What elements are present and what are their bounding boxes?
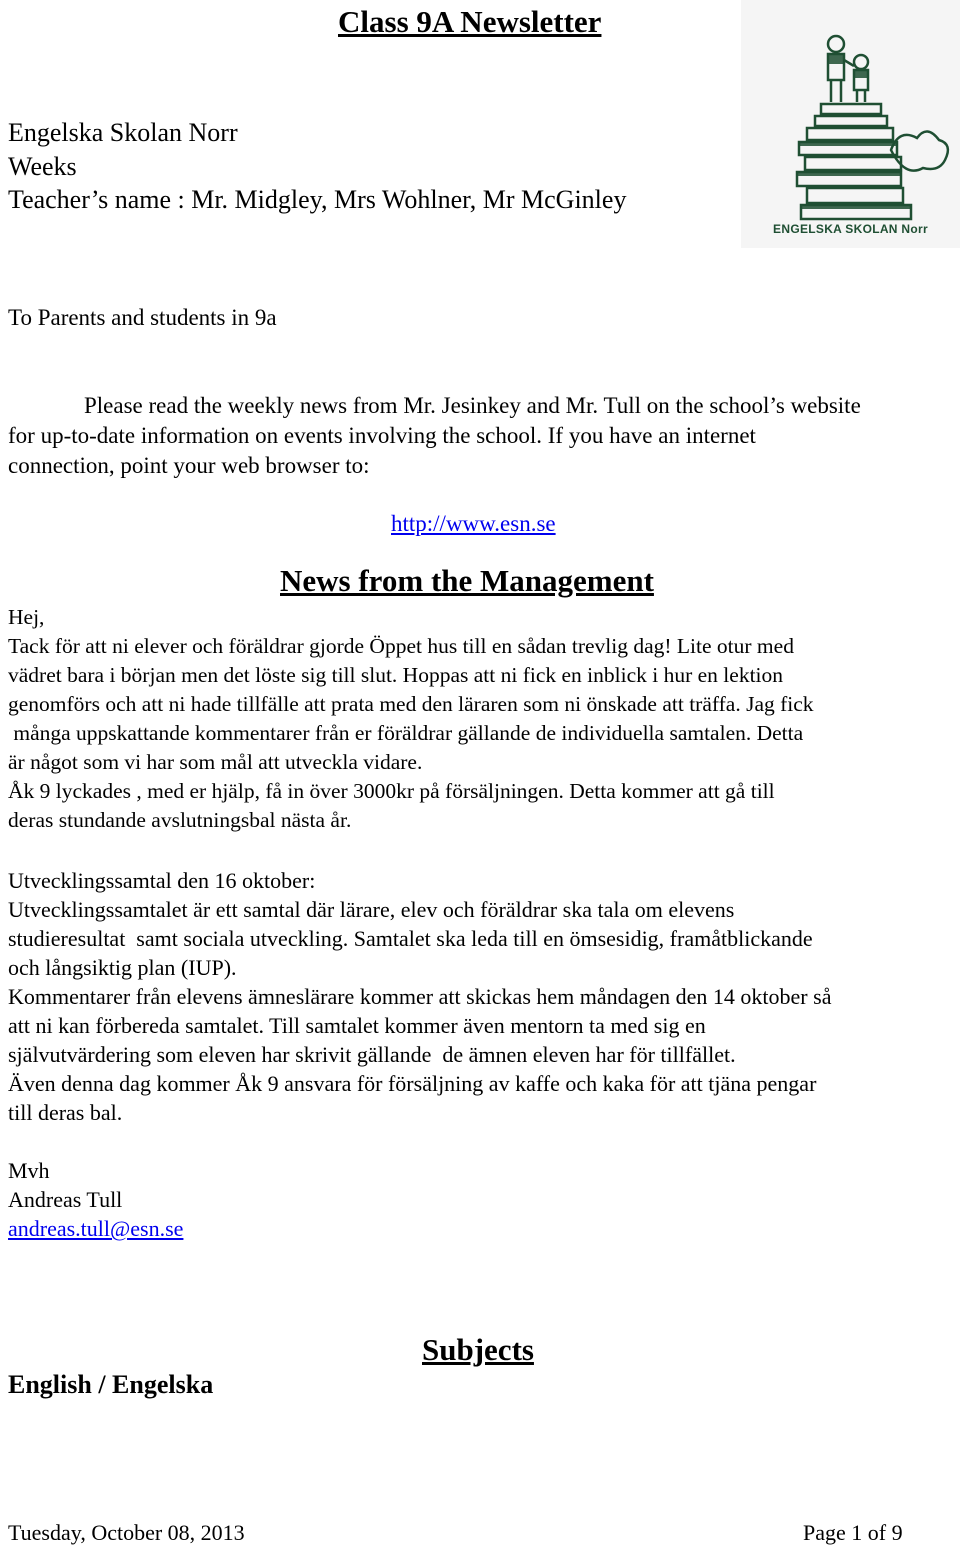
school-website-link[interactable]: http://www.esn.se [391, 511, 556, 536]
email-link[interactable]: andreas.tull@esn.se [8, 1216, 184, 1241]
logo-text: ENGELSKA SKOLAN Norr [773, 222, 928, 236]
intro-line-1: Please read the weekly news from Mr. Jesinkey and Mr. Tull on the school’s website [84, 393, 861, 418]
management-line: deras stundande avslutningsbal nästa år. [8, 808, 352, 832]
school-logo [741, 0, 960, 248]
management-line: Hej, [8, 605, 45, 629]
management-line: många uppskattande kommentarer från er föräldrar gällande de individuella samtalen. Detta [8, 721, 804, 745]
utveckling-line: självutvärdering som eleven har skrivit gällande de ämnen eleven har för tillfället. [8, 1042, 736, 1067]
utveckling-line: Utvecklingssamtalet är ett samtal där lärare, elev och föräldrar ska tala om elevens [8, 897, 735, 922]
utveckling-line: att ni kan förbereda samtalet. Till samtalet kommer även mentorn ta med sig en [8, 1013, 706, 1038]
weeks-label: Weeks [8, 152, 77, 181]
signoff-name: Andreas Tull [8, 1187, 123, 1212]
signoff-greeting: Mvh [8, 1158, 50, 1183]
page-number: Page 1 of 9 [803, 1520, 903, 1545]
utveckling-line: och långsiktig plan (IUP). [8, 955, 237, 980]
intro-line-2: for up-to-date information on events involving the school. If you have an internet [8, 423, 756, 448]
utveckling-line: Kommentarer från elevens ämneslärare kommer att skickas hem måndagen den 14 oktober så [8, 984, 832, 1009]
subject-english-heading: English / Engelska [8, 1370, 214, 1399]
management-line: Åk 9 lyckades , med er hjälp, få in över 3000kr på försäljningen. Detta kommer att gå till [8, 779, 775, 803]
footer-date: Tuesday, October 08, 2013 [8, 1520, 245, 1545]
school-name: Engelska Skolan Norr [8, 118, 238, 147]
management-heading: News from the Management [280, 563, 654, 598]
utveckling-line: studieresultat samt sociala utveckling. Samtalet ska leda till en ömsesidig, framåtblickande [8, 926, 813, 951]
salutation-line: To Parents and students in 9a [8, 305, 277, 330]
management-line: Tack för att ni elever och föräldrar gjorde Öppet hus till en sådan trevlig dag! Lite otur med [8, 634, 794, 658]
management-line: vädret bara i början men det löste sig till slut. Hoppas att ni fick en inblick i hur en lektion [8, 663, 784, 687]
management-line: genomförs och att ni hade tillfälle att prata med den läraren som ni önskade att träffa. Jag fick [8, 692, 814, 716]
utveckling-heading: Utvecklingssamtal den 16 oktober: [8, 868, 316, 893]
teacher-names: Teacher’s name : Mr. Midgley, Mrs Wohlner, Mr McGinley [8, 185, 627, 214]
management-line: är något som vi har som mål att utveckla vidare. [8, 750, 423, 774]
intro-line-3: connection, point your web browser to: [8, 453, 370, 478]
newsletter-title: Class 9A Newsletter [338, 4, 602, 39]
subjects-heading: Subjects [422, 1332, 534, 1367]
books-children-icon [741, 0, 960, 248]
utveckling-line: till deras bal. [8, 1100, 123, 1125]
utveckling-line: Även denna dag kommer Åk 9 ansvara för försäljning av kaffe och kaka för att tjäna pengar [8, 1071, 817, 1096]
